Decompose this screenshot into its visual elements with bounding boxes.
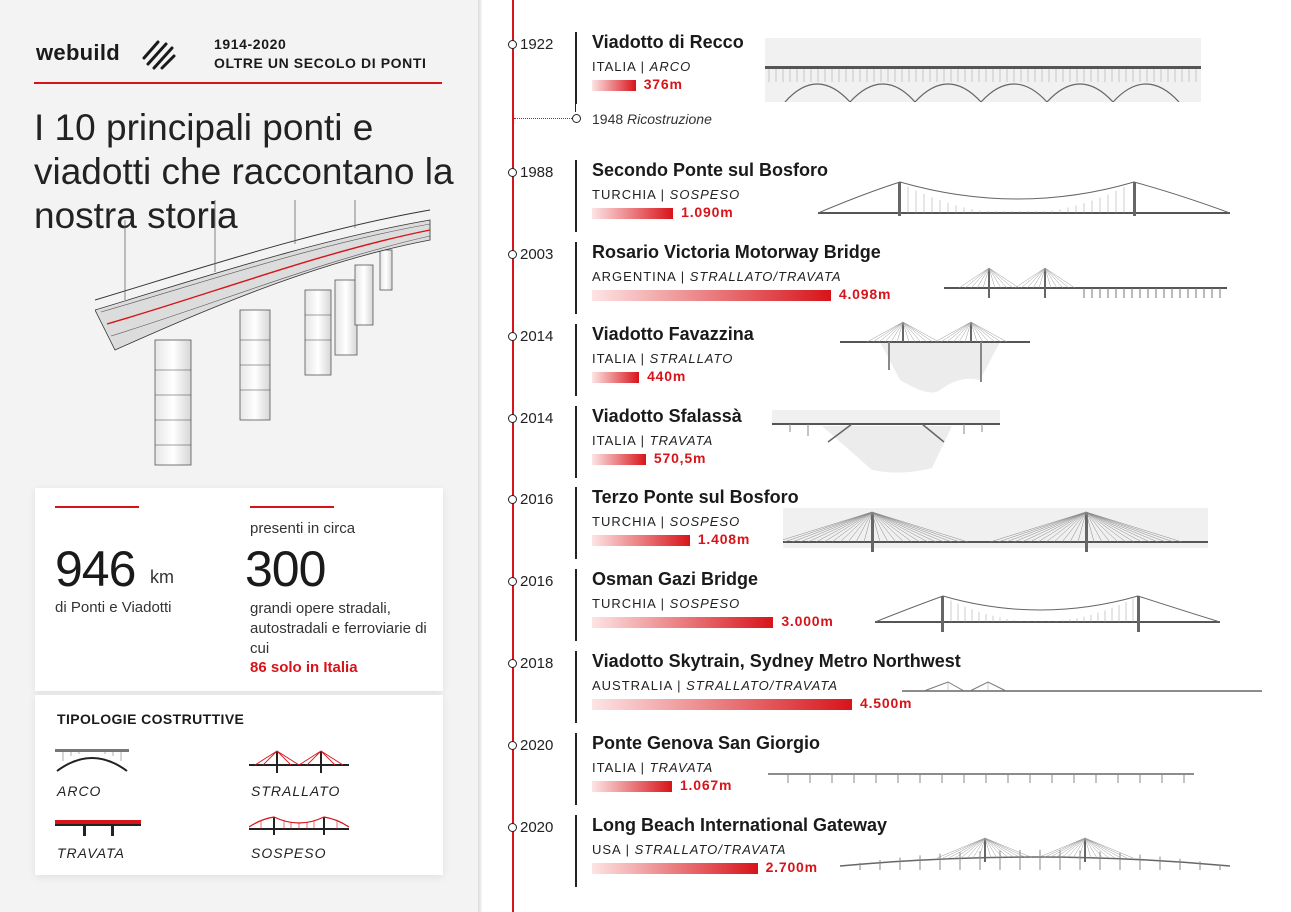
bridge-drawing-skytrain (902, 678, 1262, 696)
entry-length: 1.090m (681, 204, 734, 220)
circa-label: presenti in circa (250, 520, 356, 537)
entry-country: AUSTRALIA (592, 678, 673, 693)
length-bar (592, 290, 831, 301)
reconstruction-text (592, 111, 712, 127)
reconstruction-marker (514, 110, 814, 130)
entry-type: ARCO (649, 59, 692, 74)
entry-name: Terzo Ponte sul Bosforo (592, 487, 799, 507)
km-label: di Ponti e Viadotti (55, 599, 172, 616)
entry-name: Long Beach International Gateway (592, 815, 888, 835)
type-label-travata: TRAVATA (57, 845, 125, 861)
length-bar (592, 80, 636, 91)
timeline-dot (508, 40, 517, 49)
entry-country: ITALIA (592, 351, 637, 366)
entry-type: SOSPESO (669, 596, 741, 611)
entry-meta: ITALIA | TRAVATA (592, 760, 714, 775)
entry-year: 2016 (520, 491, 554, 508)
entry-length: 3.000m (781, 613, 834, 629)
entry-year: 2020 (520, 737, 554, 754)
entry-divider (575, 242, 577, 314)
timeline-dot (508, 577, 517, 586)
brand-mark-icon (138, 36, 176, 70)
entry-name: Viadotto Sfalassà (592, 406, 742, 426)
entry-meta: ITALIA | STRALLATO (592, 351, 734, 366)
length-bar (592, 535, 690, 546)
type-label-arco: ARCO (57, 783, 102, 799)
entry-meta: TURCHIA | SOSPESO (592, 514, 741, 529)
entry-meta: TURCHIA | SOSPESO (592, 187, 741, 202)
brand-logo: webuild (36, 40, 120, 65)
types-card (35, 695, 443, 875)
entry-country: USA (592, 842, 622, 857)
entry-type: SOSPESO (669, 187, 741, 202)
bridge-drawing-rosario (944, 266, 1227, 300)
entry-name: Osman Gazi Bridge (592, 569, 759, 589)
timeline-dot (508, 741, 517, 750)
entry-divider (575, 32, 577, 104)
entry-meta: TURCHIA | SOSPESO (592, 596, 741, 611)
bridge-drawing-recco (765, 38, 1201, 102)
entry-type: SOSPESO (669, 514, 741, 529)
entry-type: STRALLATO/TRAVATA (689, 269, 842, 284)
works-label: grandi opere stradali, autostradali e ferroviarie di cui (250, 600, 427, 657)
bridge-drawing-genova (768, 768, 1194, 784)
bridge-drawing-long-beach (840, 836, 1230, 870)
entry-length: 1.408m (697, 531, 751, 547)
entry-country: ITALIA (592, 760, 637, 775)
entry-meta: ITALIA | TRAVATA (592, 433, 714, 448)
entry-year: 2018 (520, 655, 554, 672)
entry-year: 2014 (520, 328, 554, 345)
reconstruction-label: Ricostruzione (627, 111, 712, 127)
timeline-dot (508, 659, 517, 668)
arch-icon (55, 747, 129, 773)
entry-divider (575, 487, 577, 559)
stats-card (35, 488, 443, 691)
entry-divider (575, 815, 577, 887)
entry-divider (575, 733, 577, 805)
entry-type: STRALLATO/TRAVATA (686, 678, 838, 693)
entry-length: 4.098m (838, 286, 892, 302)
entry-year: 2020 (520, 819, 554, 836)
reconstruction-connector (514, 118, 572, 119)
entry-type: TRAVATA (649, 433, 714, 448)
entry-meta: ITALIA | ARCO (592, 59, 692, 74)
entry-length: 440m (647, 368, 687, 384)
entry-year: 2016 (520, 573, 554, 590)
entry-length: 2.700m (765, 859, 818, 875)
entry-country: TURCHIA (592, 187, 657, 202)
entry-name: Rosario Victoria Motorway Bridge (592, 242, 881, 262)
suspension-icon (249, 815, 349, 837)
timeline-dot (508, 823, 517, 832)
entry-divider (575, 651, 577, 723)
timeline-dot (508, 414, 517, 423)
entry-year: 1922 (520, 36, 554, 53)
red-dash-left (55, 506, 139, 508)
reconstruction-year: 1948 (592, 111, 624, 127)
length-bar (592, 863, 758, 874)
bridge-drawing-favazzina (840, 320, 1030, 398)
entry-country: TURCHIA (592, 596, 657, 611)
entry-length: 1.067m (679, 777, 733, 793)
bridge-drawing-osman-gazi (875, 594, 1220, 634)
entry-name: Viadotto di Recco (592, 32, 744, 52)
entry-divider (575, 569, 577, 641)
length-bar (592, 699, 852, 710)
cable-stayed-icon (249, 747, 349, 773)
header-subtitle: OLTRE UN SECOLO DI PONTI (214, 55, 427, 71)
entry-type: TRAVATA (649, 760, 714, 775)
girder-icon (55, 817, 141, 837)
entry-year: 1988 (520, 164, 554, 181)
entry-name: Secondo Ponte sul Bosforo (592, 160, 829, 180)
entry-type: STRALLATO (649, 351, 734, 366)
works-value: 300 (245, 541, 326, 597)
reconstruction-dot (572, 114, 581, 123)
entry-length: 4.500m (860, 695, 913, 711)
hero-viaduct-illustration (95, 200, 435, 480)
types-title: TIPOLOGIE COSTRUTTIVE (57, 711, 245, 727)
red-dash-right (250, 506, 334, 508)
entry-meta: AUSTRALIA | STRALLATO/TRAVATA (592, 678, 838, 693)
entry-country: ITALIA (592, 433, 637, 448)
entry-name: Viadotto Skytrain, Sydney Metro Northwest (592, 651, 961, 671)
type-label-strallato: STRALLATO (251, 783, 341, 799)
entry-divider (575, 160, 577, 232)
timeline-dot (508, 250, 517, 259)
header-years: 1914-2020 (214, 36, 287, 52)
timeline-dot (508, 495, 517, 504)
entry-country: TURCHIA (592, 514, 657, 529)
entry-length: 570,5m (653, 450, 707, 466)
entry-name: Viadotto Favazzina (592, 324, 754, 344)
italy-label: 86 solo in Italia (250, 659, 358, 676)
entry-meta: USA | STRALLATO/TRAVATA (592, 842, 787, 857)
page-fold (478, 0, 482, 912)
entry-name: Ponte Genova San Giorgio (592, 733, 821, 753)
entry-divider (575, 324, 577, 396)
length-bar (592, 372, 639, 383)
entry-type: STRALLATO/TRAVATA (634, 842, 787, 857)
entry-meta: ARGENTINA | STRALLATO/TRAVATA (592, 269, 842, 284)
page-title: I 10 principali ponti e viadotti che raccontano la nostra storia (34, 107, 454, 236)
km-value: 946 (55, 541, 136, 597)
length-bar (592, 208, 673, 219)
timeline-dot (508, 332, 517, 341)
type-label-sospeso: SOSPESO (251, 845, 327, 861)
bridge-drawing-bosforo-2 (818, 178, 1230, 218)
bridge-drawing-sfalassa (772, 410, 1000, 474)
entry-country: ITALIA (592, 59, 637, 74)
entry-country: ARGENTINA (592, 269, 677, 284)
entry-year: 2014 (520, 410, 554, 427)
entry-divider (575, 406, 577, 478)
length-bar (592, 454, 646, 465)
length-bar (592, 781, 672, 792)
timeline-dot (508, 168, 517, 177)
header-rule (34, 82, 442, 84)
length-bar (592, 617, 773, 628)
entry-year: 2003 (520, 246, 554, 263)
entry-length: 376m (643, 76, 683, 92)
km-unit: km (150, 567, 174, 587)
bridge-drawing-bosforo-3 (783, 508, 1208, 556)
